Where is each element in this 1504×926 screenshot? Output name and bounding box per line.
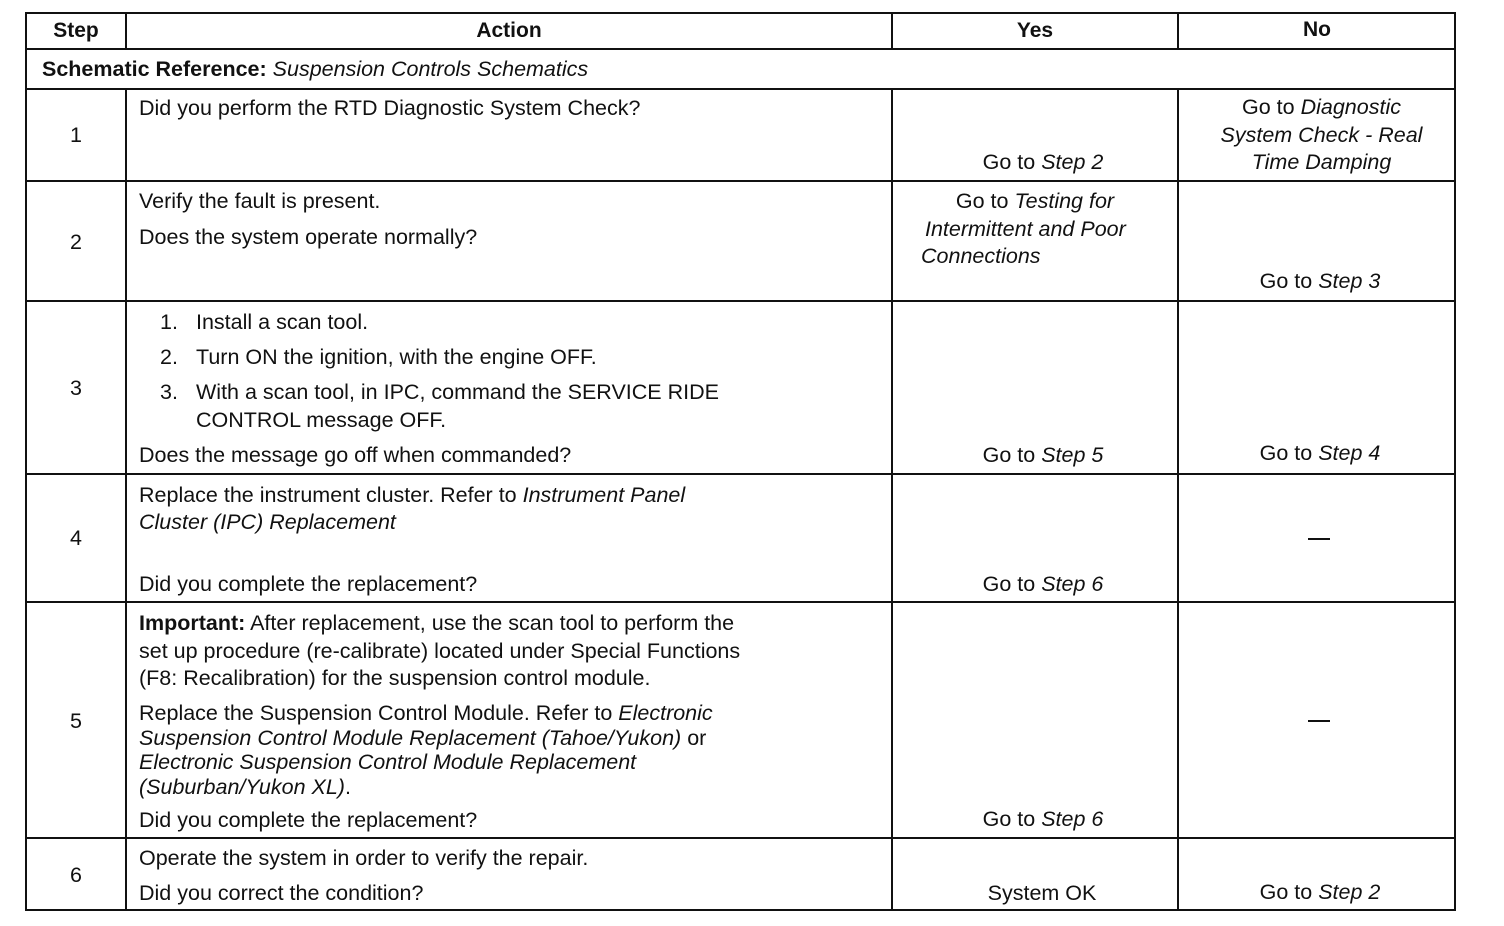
action-question: Does the system operate normally?	[139, 225, 478, 249]
reference-link[interactable]: (Suburban/Yukon XL)	[139, 774, 345, 799]
row-divider	[25, 473, 1456, 475]
step-number: 2	[70, 230, 82, 254]
reference-link[interactable]: Electronic Suspension Control Module Replacement	[139, 750, 637, 774]
row-divider	[25, 48, 1456, 50]
goto-prefix: Go to	[982, 807, 1036, 831]
important-label: Important:	[139, 611, 246, 635]
goto-prefix: Go to	[982, 572, 1036, 596]
step-number: 1	[70, 123, 82, 147]
yes-cell	[893, 807, 1193, 832]
list-num: 3.	[160, 380, 178, 404]
col-divider	[125, 88, 127, 911]
list-text: With a scan tool, in IPC, command the SERVICE RIDE	[196, 380, 719, 404]
goto-link[interactable]: Diagnostic	[1300, 95, 1401, 119]
schematic-reference	[42, 57, 588, 82]
header-step: Step	[53, 19, 99, 42]
important-text: (F8: Recalibration) for the suspension control module.	[139, 666, 651, 690]
step-number: 6	[70, 863, 82, 887]
header-yes: Yes	[1016, 19, 1054, 42]
row-divider	[25, 300, 1456, 302]
goto-prefix: Go to	[1259, 441, 1313, 465]
col-divider	[1177, 88, 1179, 911]
action-text	[139, 701, 713, 799]
header-action: Action	[476, 19, 542, 42]
list-text: CONTROL message OFF.	[196, 408, 447, 432]
action-question: Did you complete the replacement?	[139, 572, 478, 596]
goto-link[interactable]: Step 2	[1318, 880, 1381, 904]
goto-link[interactable]: Step 3	[1318, 269, 1381, 293]
schematic-label: Schematic Reference:	[42, 57, 267, 81]
row-divider	[25, 180, 1456, 182]
yes-cell	[893, 572, 1193, 597]
reference-link[interactable]: Instrument Panel	[522, 483, 686, 507]
no-cell	[1179, 880, 1461, 905]
goto-link[interactable]: Step 2	[1041, 150, 1104, 174]
goto-prefix: Go to	[955, 189, 1009, 213]
reference-link[interactable]: Electronic	[618, 701, 713, 725]
goto-link[interactable]: System Check - Real	[1220, 122, 1423, 147]
no-cell	[1179, 269, 1461, 294]
action-question: Did you correct the condition?	[139, 881, 424, 905]
goto-prefix: Go to	[982, 443, 1036, 467]
conjunction: or	[687, 725, 707, 750]
list-num: 2.	[160, 345, 178, 369]
no-action-dash	[1308, 720, 1330, 722]
goto-link[interactable]: Step 4	[1318, 441, 1381, 465]
goto-link[interactable]: Intermittent and Poor	[925, 216, 1126, 241]
action-text: Verify the fault is present.	[139, 189, 381, 213]
goto-prefix: Go to	[1259, 269, 1313, 293]
step-number: 3	[70, 376, 82, 400]
action-question: Does the message go off when commanded?	[139, 443, 572, 467]
no-cell	[1179, 94, 1464, 177]
action-question: Did you complete the replacement?	[139, 808, 478, 832]
goto-link[interactable]: Step 5	[1041, 443, 1104, 467]
action-text-lead: Replace the instrument cluster. Refer to	[139, 483, 517, 507]
row-divider	[25, 601, 1456, 603]
goto-link[interactable]: Time Damping	[1251, 150, 1392, 174]
important-text: set up procedure (re-calibrate) located under Special Functions	[139, 638, 741, 663]
action-text-lead: Replace the Suspension Control Module. Refer to	[139, 701, 613, 725]
goto-link[interactable]: Connections	[921, 244, 1041, 268]
list-text: Install a scan tool.	[196, 310, 369, 334]
action-question: Did you perform the RTD Diagnostic System Check?	[139, 96, 641, 120]
reference-link[interactable]: Cluster (IPC) Replacement	[139, 510, 396, 534]
action-text	[139, 482, 685, 536]
step-number: 4	[70, 526, 82, 550]
important-text: After replacement, use the scan tool to perform the	[250, 611, 735, 635]
yes-cell	[893, 188, 1177, 271]
schematic-link[interactable]: Suspension Controls Schematics	[272, 57, 589, 81]
goto-prefix: Go to	[1242, 95, 1295, 119]
yes-cell	[893, 443, 1193, 468]
goto-link[interactable]: Testing for	[1014, 189, 1115, 213]
no-action-dash	[1308, 538, 1330, 540]
row-divider	[25, 88, 1456, 90]
header-no: No	[1303, 18, 1331, 41]
yes-cell	[893, 150, 1193, 175]
step-number: 5	[70, 709, 82, 733]
goto-prefix: Go to	[982, 150, 1036, 174]
important-note	[139, 610, 740, 693]
goto-link[interactable]: Step 6	[1041, 807, 1104, 831]
yes-cell-status: System OK	[987, 881, 1097, 905]
list-text: Turn ON the ignition, with the engine OFF.	[196, 345, 597, 369]
action-text: Operate the system in order to verify the repair.	[139, 846, 589, 870]
period: .	[344, 774, 351, 799]
no-cell	[1179, 441, 1461, 466]
reference-link[interactable]: Suspension Control Module Replacement (Tahoe/Yukon)	[139, 725, 682, 750]
goto-link[interactable]: Step 6	[1041, 572, 1104, 596]
row-divider	[25, 837, 1456, 839]
goto-prefix: Go to	[1259, 880, 1313, 904]
list-num: 1.	[160, 310, 178, 334]
